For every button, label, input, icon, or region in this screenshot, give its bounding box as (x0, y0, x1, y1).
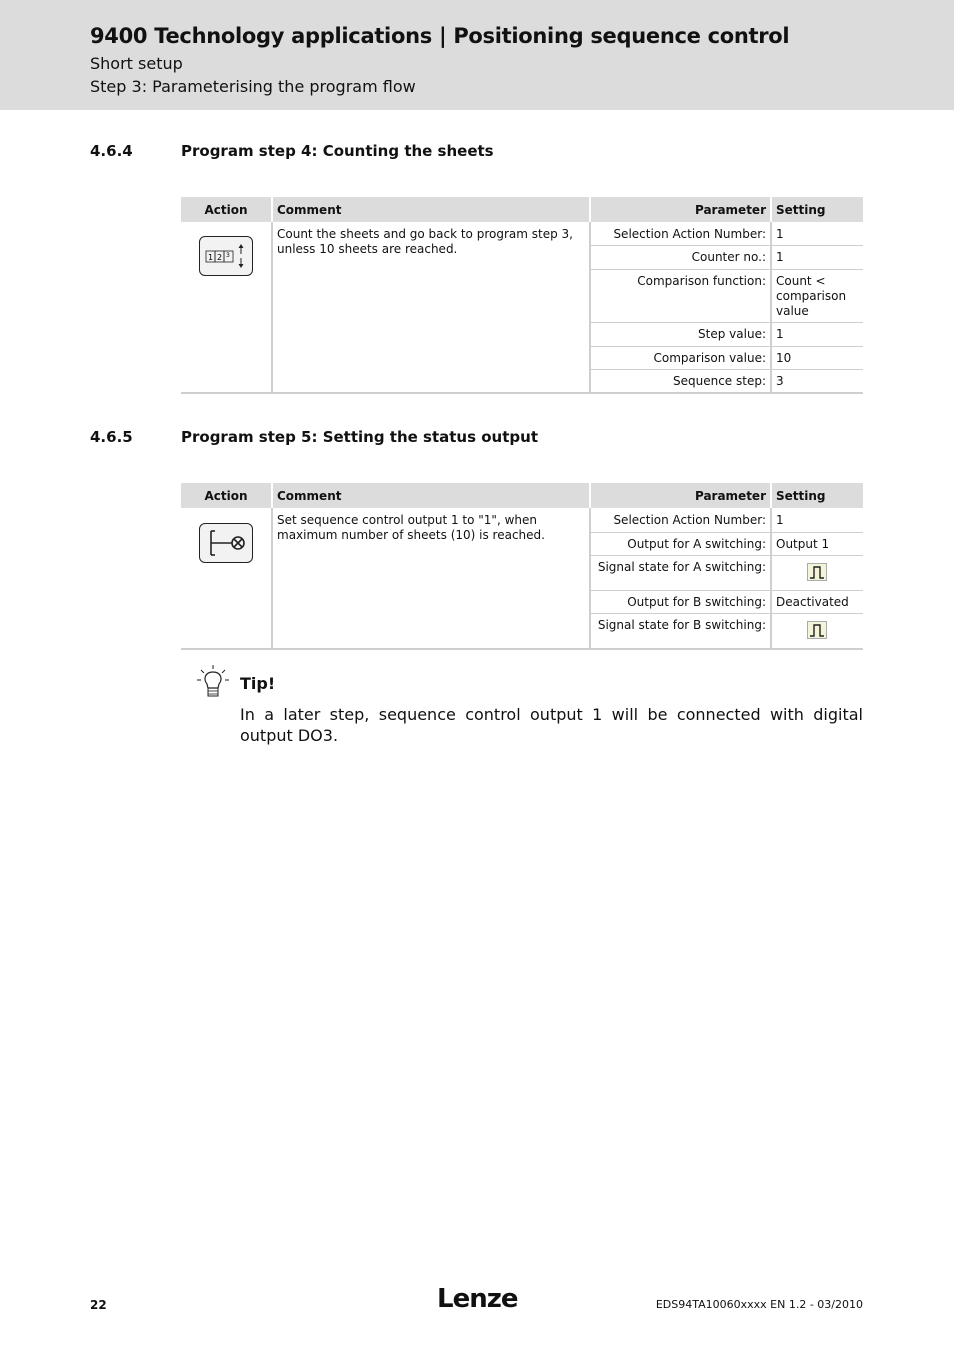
svg-text:3: 3 (226, 252, 230, 259)
col-header-setting: Setting (772, 483, 863, 508)
page-header (0, 0, 954, 110)
status-output-table (181, 483, 863, 650)
section-title: Program step 5: Setting the status output (181, 428, 538, 446)
lightbulb-icon (196, 664, 230, 698)
lenze-logo: Lenze (437, 1284, 518, 1314)
param-label: Selection Action Number: (613, 513, 766, 527)
param-value: 1 (776, 513, 784, 527)
header-subtitle: Short setup (90, 54, 183, 73)
param-value: Output 1 (776, 537, 830, 551)
svg-text:1: 1 (208, 253, 214, 262)
param-value: Count < comparison value (776, 274, 847, 318)
param-value: 1 (776, 227, 784, 241)
counter-icon (199, 236, 253, 276)
row-divider (591, 346, 863, 347)
param-value: 3 (776, 374, 784, 388)
pulse-signal-icon (807, 563, 827, 581)
table-bottom-line (181, 392, 863, 394)
pulse-signal-icon (807, 621, 827, 639)
step-comment: Set sequence control output 1 to "1", when maximum number of sheets (10) is reached. (277, 513, 545, 542)
param-value: 1 (776, 250, 784, 264)
param-label: Signal state for B switching: (597, 618, 766, 632)
param-value: Deactivated (776, 595, 849, 609)
col-header-setting: Setting (772, 197, 863, 222)
svg-text:2: 2 (217, 253, 223, 262)
row-divider (591, 269, 863, 270)
col-header-parameter: Parameter (591, 483, 770, 508)
col-header-action: Action (181, 197, 271, 222)
param-label: Comparison function: (637, 274, 766, 288)
document-reference: EDS94TA10060xxxx EN 1.2 - 03/2010 (655, 1298, 863, 1311)
row-divider (591, 555, 863, 556)
col-header-parameter: Parameter (591, 197, 770, 222)
col-header-action: Action (181, 483, 271, 508)
tip-text: In a later step, sequence control output 1 will be connected with digital output DO3. (240, 705, 863, 745)
param-label: Selection Action Number: (613, 227, 766, 241)
col-header-comment: Comment (273, 197, 589, 222)
row-divider (591, 245, 863, 246)
param-label: Signal state for A switching: (597, 560, 766, 574)
row-divider (591, 532, 863, 533)
section-number: 4.6.5 (90, 428, 133, 446)
page-title: 9400 Technology applications | Positioning sequence control (90, 24, 790, 48)
section-title: Program step 4: Counting the sheets (181, 142, 494, 160)
output-switch-icon (199, 523, 253, 563)
param-label: Counter no.: (691, 250, 766, 264)
param-label: Output for B switching: (627, 595, 766, 609)
header-step: Step 3: Parameterising the program flow (90, 77, 416, 96)
col-header-comment: Comment (273, 483, 589, 508)
section-number: 4.6.4 (90, 142, 133, 160)
param-value: 10 (776, 351, 792, 365)
row-divider (591, 613, 863, 614)
row-divider (591, 369, 863, 370)
param-label: Step value: (698, 327, 766, 341)
param-label: Comparison value: (653, 351, 766, 365)
param-label: Sequence step: (672, 374, 766, 388)
param-value: 1 (776, 327, 784, 341)
row-divider (591, 322, 863, 323)
param-label: Output for A switching: (627, 537, 766, 551)
step-comment: Count the sheets and go back to program step 3, unless 10 sheets are reached. (277, 227, 573, 256)
row-divider (591, 590, 863, 591)
counting-table (181, 197, 863, 394)
tip-label: Tip! (240, 674, 276, 693)
page-number: 22 (90, 1298, 107, 1312)
table-bottom-line (181, 648, 863, 650)
